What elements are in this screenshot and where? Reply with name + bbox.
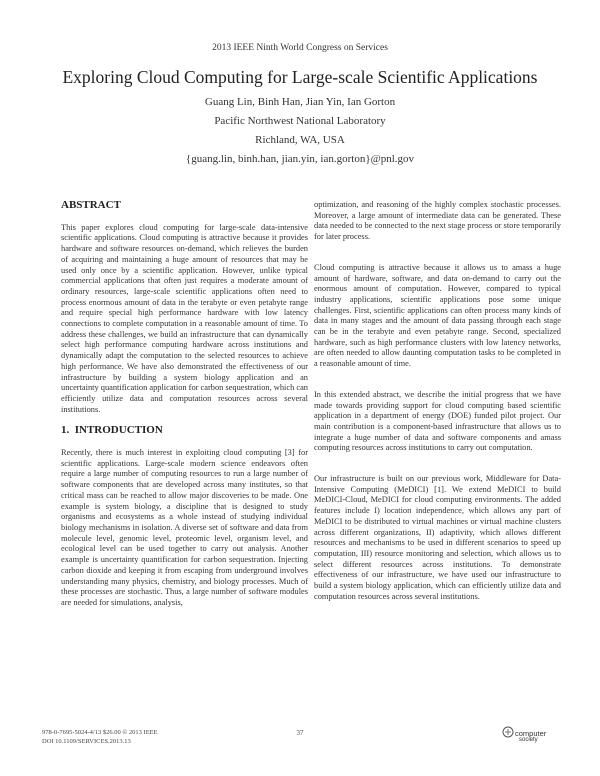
conference-name: 2013 IEEE Ninth World Congress on Services [212, 43, 388, 53]
doi-line: DOI 10.1109/SERVICES.2013.13 [42, 737, 131, 745]
computer-society-logo [502, 724, 562, 746]
affiliation: Pacific Northwest National Laboratory [214, 115, 386, 127]
author-list: Guang Lin, Binh Han, Jian Yin, Ian Gorton [204, 96, 396, 108]
intro-paragraph-1-continued: optimization, and reasoning of the highly complex stochastic processes. Moreover, a large amount of intermediate data can be generated. These data needed to be connected to the next stage process or store temporarily for later process. [314, 200, 561, 242]
logo-line-2: society [519, 737, 538, 743]
abstract-text: This paper explores cloud computing for large-scale data-intensive scientific applications. Cloud computing is attractive because it provides hardware and software resources on-demand, which relieves the burden of acquiring and maintaining a huge amount of resources that may be used only once by a scientific application. However, unlike typical commercial applications that often just requires a moderate amount of ordinary resources, large-scale scientific applications often need to process enormous amount of data in the terabyte or even petabyte range and require special high performance hardware with low latency connections to complete computation in a reasonable amount of time. To address these challenges, we build an infrastructure that can dynamically select high performance computing hardware across institutions and dynamically adapt the computation to the selected resources to achieve high performance. We have also demonstrated the effectiveness of our infrastructure by building a system biology application and an uncertainty quantification application for carbon sequestration, which can efficiently utilize data and computation resources across several institutions. [61, 222, 308, 414]
page-number: 37 [296, 729, 304, 737]
introduction-heading: 1. INTRODUCTION [61, 424, 163, 437]
location: Richland, WA, USA [255, 134, 345, 146]
intro-paragraph-4: Our infrastructure is built on our previous work, Middleware for Data-Intensive Computing (MeDICI) [1]. We extend MeDICI to build MeDICI-Cloud, MeDICI for cloud computing environments. The added features include I) location independence, which allows any part of MeDICI to be distributed to virtual machines or virtual machine clusters across different organizations, II) adaptivity, which allows different resources and mechanisms to be used in different scenarios to speed up computation, III) resource monitoring and selection, which allows us to select different resources across institutions. To demonstrate effectiveness of our infrastructure, we have used our infrastructure to build a system biology application, which can efficiently utilize data and computation resources across several institutions. [314, 474, 561, 601]
paper-title: Exploring Cloud Computing for Large-scale Scientific Applications [62, 67, 538, 87]
isbn-line: 978-0-7695-5024-4/13 $26.00 © 2013 IEEE [42, 729, 158, 736]
right-column [314, 200, 561, 603]
abstract-heading: ABSTRACT [61, 199, 121, 211]
intro-paragraph-1: Recently, there is much interest in exploiting cloud computing [3] for scientific applications. Large-scale modern science endeavors often require a large number of computing resources to run a large number of software components that are developed across many institutes, so that critical mass can be reached to allow major discoveries to be made. One example is system biology, a discipline that is designed to study organisms and ecosystems as a whole instead of studying individual biology mechanisms in isolation. A diverse set of software and data from molecule level, genomic level, proteomic level, organism level, and ecological level can be used together to carry out analysis. Another example is uncertainty quantification for carbon sequestration. Injecting carbon dioxide and keeping it from escaping from underground involves understanding many physics, chemistry, and biology processes. Much of these processes are stochastic. Thus, a large number of software modules are needed for simulations, analysis, [61, 448, 308, 607]
author-emails: {guang.lin, binh.han, jian.yin, ian.gorton}@pnl.gov [185, 153, 415, 165]
logo-line-1: computer [515, 729, 547, 738]
left-column [61, 200, 308, 609]
computer-society-emblem-icon [502, 726, 516, 738]
intro-paragraph-3: In this extended abstract, we describe the initial progress that we have made towards providing support for cloud computing based scientific application in a department of energy (DOE) funded pilot project. Our main contribution is a component-based infrastructure that allows us to integrate a huge number of data and software components and amass computing resources across institutions to carry out computation. [314, 389, 561, 453]
intro-paragraph-2: Cloud computing is attractive because it allows us to amass a huge amount of hardware, software, and data on-demand to carry out the enormous amount of computation. However, compared to typical industry applications, scientific applications pose some unique challenges. First, scientific applications can often process many kinds of data in many stages and the amount of data passing through each stage can be in the terabyte and even petabyte range. Second, specialized hardware, such as high performance clusters with low latency networks, are often needed to allow daunting computation tasks to be completed in a reasonable amount of time. [314, 262, 561, 369]
